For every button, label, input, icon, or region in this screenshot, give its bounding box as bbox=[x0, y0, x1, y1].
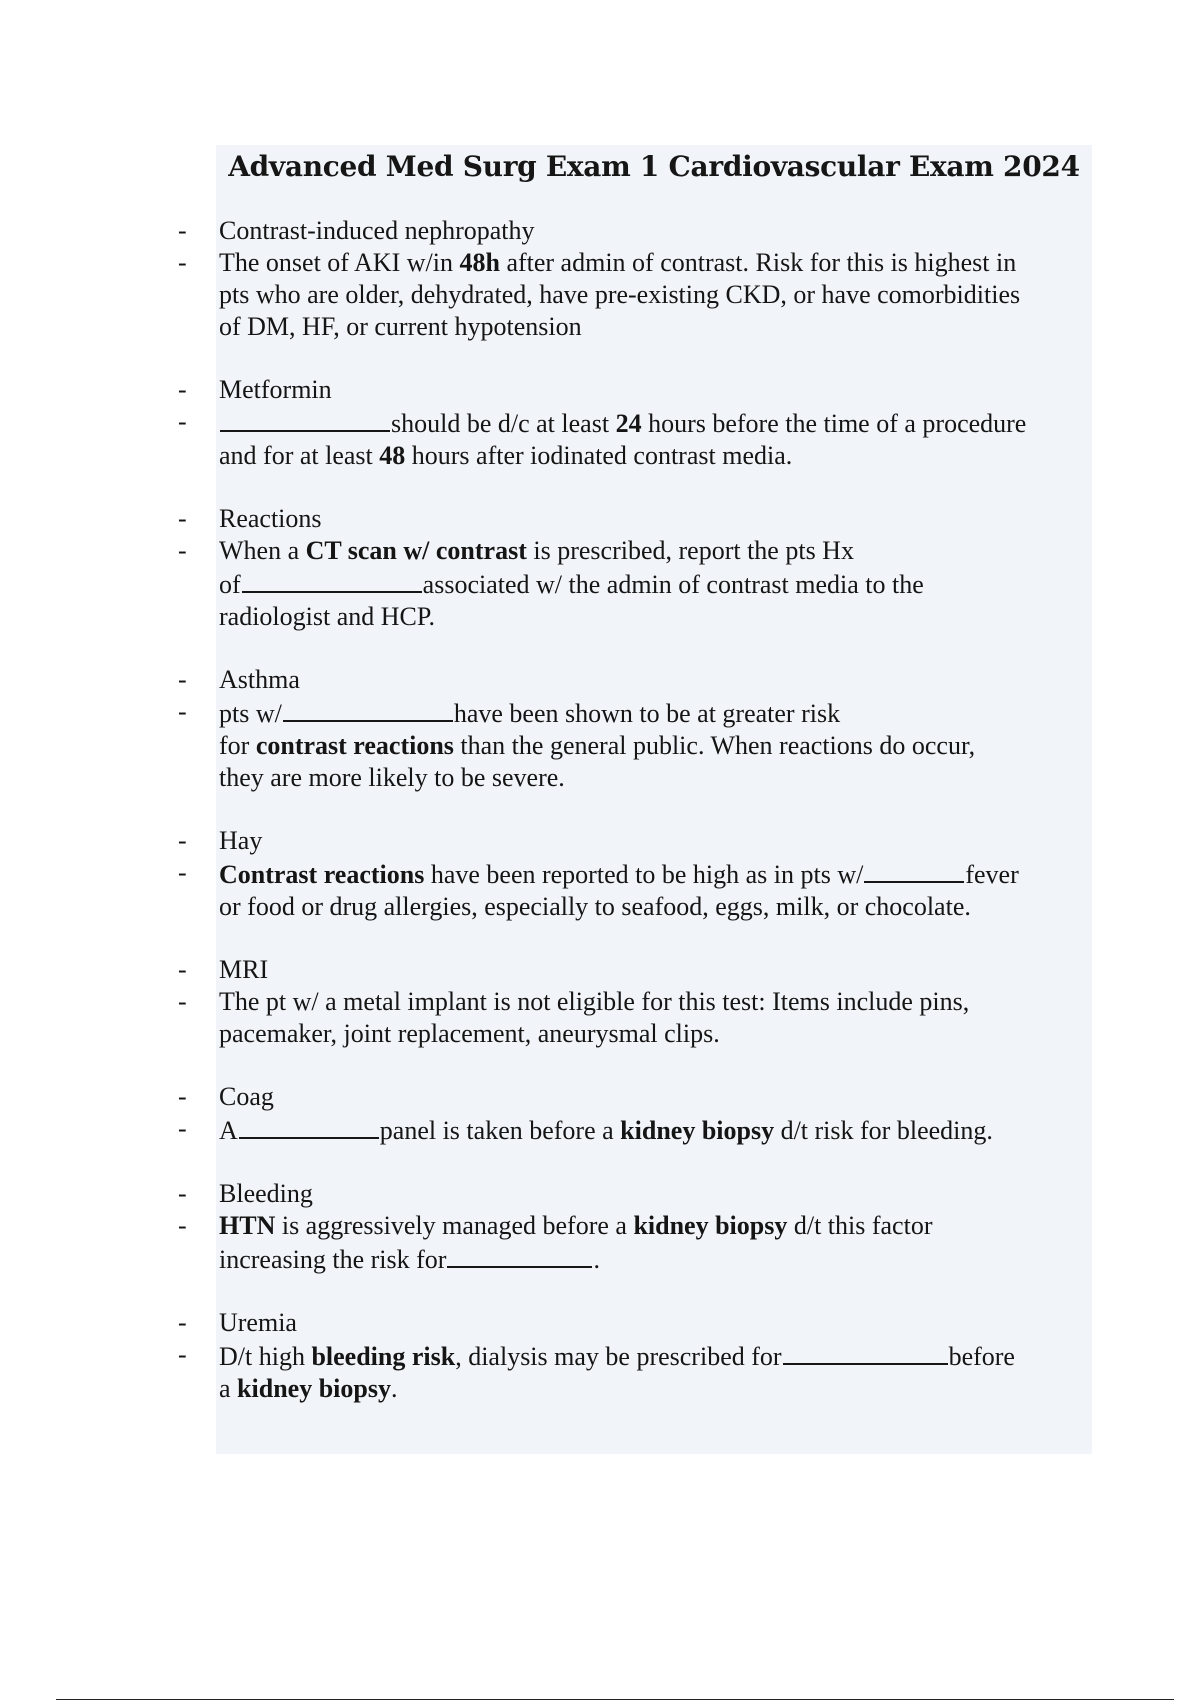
question-text: should be d/c at least bbox=[391, 409, 616, 438]
qa-item bbox=[178, 1307, 1108, 1405]
fill-in-blank bbox=[447, 1242, 592, 1268]
fill-in-blank bbox=[242, 567, 422, 593]
question-emphasis: HTN bbox=[219, 1211, 276, 1240]
question-line bbox=[178, 1373, 1108, 1405]
fill-in-blank bbox=[864, 857, 964, 883]
question-line bbox=[178, 1210, 1108, 1242]
question-text: radiologist and HCP. bbox=[219, 602, 435, 631]
answer-line bbox=[178, 954, 1108, 986]
answer-text: Metformin bbox=[219, 375, 332, 404]
question-text: after admin of contrast. Risk for this is highest in bbox=[499, 248, 1017, 277]
fill-in-blank bbox=[783, 1339, 948, 1365]
question-text: have been shown to be at greater risk bbox=[453, 699, 841, 728]
question-emphasis: 24 bbox=[615, 409, 642, 438]
question-line bbox=[178, 247, 1108, 279]
question-text: panel is taken before a bbox=[379, 1116, 621, 1145]
question-text: d/t this factor bbox=[787, 1211, 933, 1240]
fill-in-blank bbox=[283, 696, 453, 722]
question-emphasis: kidney biopsy bbox=[620, 1116, 775, 1145]
question-text: The onset of AKI w/in bbox=[219, 248, 460, 277]
dash-bullet: - bbox=[178, 1211, 187, 1240]
question-line bbox=[178, 1113, 1108, 1147]
question-line bbox=[178, 857, 1108, 891]
question-text: . bbox=[390, 1374, 398, 1403]
question-line bbox=[178, 440, 1108, 472]
dash-bullet: - bbox=[178, 1308, 187, 1337]
question-line bbox=[178, 696, 1108, 730]
question-text: before bbox=[948, 1342, 1015, 1371]
answer-line bbox=[178, 1081, 1108, 1113]
answer-text: Hay bbox=[219, 826, 263, 855]
answer-text: MRI bbox=[219, 955, 269, 984]
qa-item bbox=[178, 374, 1108, 472]
question-line bbox=[178, 730, 1108, 762]
answer-line bbox=[178, 503, 1108, 535]
qa-item bbox=[178, 1081, 1108, 1147]
question-line bbox=[178, 891, 1108, 923]
dash-bullet: - bbox=[178, 1179, 187, 1208]
dash-bullet: - bbox=[178, 987, 187, 1016]
question-line bbox=[178, 1339, 1108, 1373]
question-emphasis: kidney biopsy bbox=[237, 1374, 391, 1403]
question-emphasis: CT scan w/ contrast bbox=[305, 536, 527, 565]
question-text: . bbox=[593, 1245, 600, 1274]
answer-text: Uremia bbox=[219, 1308, 297, 1337]
answer-line bbox=[178, 1178, 1108, 1210]
question-text: increasing the risk for bbox=[219, 1245, 447, 1274]
question-text: have been reported to be high as in pts w/ bbox=[424, 860, 864, 889]
qa-list bbox=[178, 215, 1108, 1436]
question-text: for bbox=[219, 731, 256, 760]
question-line bbox=[178, 311, 1108, 343]
answer-text: Contrast-induced nephropathy bbox=[219, 216, 535, 245]
question-line bbox=[178, 762, 1108, 794]
question-text: d/t risk for bleeding. bbox=[774, 1116, 993, 1145]
question-line bbox=[178, 1242, 1108, 1276]
question-emphasis: kidney biopsy bbox=[633, 1211, 788, 1240]
dash-bullet: - bbox=[178, 248, 187, 277]
question-text: they are more likely to be severe. bbox=[219, 763, 565, 792]
question-text: is aggressively managed before a bbox=[275, 1211, 634, 1240]
question-text: fever bbox=[965, 860, 1019, 889]
question-text: than the general public. When reactions do occur, bbox=[453, 731, 976, 760]
answer-line bbox=[178, 664, 1108, 696]
question-line bbox=[178, 601, 1108, 633]
answer-line bbox=[178, 374, 1108, 406]
answer-text: Bleeding bbox=[219, 1179, 313, 1208]
question-line bbox=[178, 1018, 1108, 1050]
qa-item bbox=[178, 1178, 1108, 1276]
document-title: Advanced Med Surg Exam 1 Cardiovascular Exam 2024 bbox=[228, 150, 1080, 183]
dash-bullet: - bbox=[178, 504, 187, 533]
dash-bullet: - bbox=[178, 1340, 187, 1369]
dash-bullet: - bbox=[178, 858, 187, 887]
question-text: associated w/ the admin of contrast media to the bbox=[422, 570, 924, 599]
dash-bullet: - bbox=[178, 216, 187, 245]
dash-bullet: - bbox=[178, 1082, 187, 1111]
question-line bbox=[178, 406, 1108, 440]
qa-item bbox=[178, 215, 1108, 343]
question-line bbox=[178, 567, 1108, 601]
dash-bullet: - bbox=[178, 955, 187, 984]
answer-text: Coag bbox=[219, 1082, 274, 1111]
question-line bbox=[178, 279, 1108, 311]
answer-line bbox=[178, 825, 1108, 857]
question-text: and for at least bbox=[219, 441, 380, 470]
question-text: A bbox=[219, 1116, 238, 1145]
question-line bbox=[178, 535, 1108, 567]
fill-in-blank bbox=[220, 406, 390, 432]
question-text: hours before the time of a procedure bbox=[641, 409, 1027, 438]
answer-text: Reactions bbox=[219, 504, 322, 533]
question-text: pts w/ bbox=[219, 699, 282, 728]
qa-item bbox=[178, 954, 1108, 1050]
question-text: When a bbox=[219, 536, 306, 565]
dash-bullet: - bbox=[178, 826, 187, 855]
question-emphasis: 48 bbox=[379, 441, 406, 470]
question-text: a bbox=[219, 1374, 238, 1403]
qa-item bbox=[178, 664, 1108, 794]
dash-bullet: - bbox=[178, 375, 187, 404]
question-line bbox=[178, 986, 1108, 1018]
question-emphasis: Contrast reactions bbox=[219, 860, 425, 889]
question-text: The pt w/ a metal implant is not eligible for this test: Items include pins, bbox=[219, 987, 970, 1016]
answer-line bbox=[178, 215, 1108, 247]
question-text: pts who are older, dehydrated, have pre-existing CKD, or have comorbidities bbox=[219, 280, 1021, 309]
dash-bullet: - bbox=[178, 536, 187, 565]
question-text: pacemaker, joint replacement, aneurysmal clips. bbox=[219, 1019, 720, 1048]
answer-text: Asthma bbox=[219, 665, 300, 694]
dash-bullet: - bbox=[178, 665, 187, 694]
question-emphasis: contrast reactions bbox=[255, 731, 454, 760]
qa-item bbox=[178, 825, 1108, 923]
question-text: , dialysis may be prescribed for bbox=[455, 1342, 782, 1371]
question-emphasis: bleeding risk bbox=[311, 1342, 456, 1371]
dash-bullet: - bbox=[178, 1114, 187, 1143]
question-text: of bbox=[219, 570, 241, 599]
question-text: hours after iodinated contrast media. bbox=[405, 441, 793, 470]
question-text: is prescribed, report the pts Hx bbox=[526, 536, 854, 565]
dash-bullet: - bbox=[178, 697, 187, 726]
question-emphasis: 48h bbox=[459, 248, 500, 277]
question-text: of DM, HF, or current hypotension bbox=[219, 312, 582, 341]
dash-bullet: - bbox=[178, 407, 187, 436]
answer-line bbox=[178, 1307, 1108, 1339]
qa-item bbox=[178, 503, 1108, 633]
question-text: D/t high bbox=[219, 1342, 312, 1371]
question-text: or food or drug allergies, especially to seafood, eggs, milk, or chocolate. bbox=[219, 892, 971, 921]
fill-in-blank bbox=[239, 1113, 379, 1139]
